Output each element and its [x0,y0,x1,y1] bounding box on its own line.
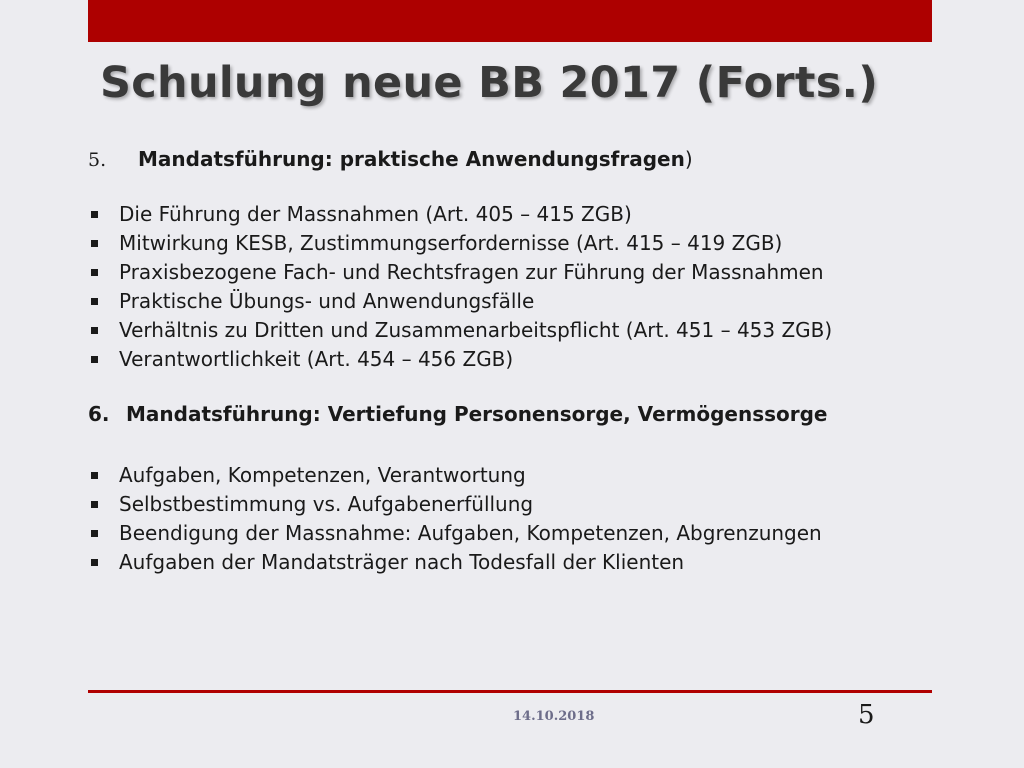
square-bullet-icon [91,327,98,334]
section-6-heading [88,400,988,428]
square-bullet-icon [91,298,98,305]
section-5-title: Mandatsführung: praktische Anwendungsfragen [138,147,685,171]
section-6-title: Mandatsführung: Vertiefung Personensorge, Vermögenssorge [126,402,828,426]
list-item: Praktische Übungs- und Anwendungsfälle [88,287,969,316]
footer-date: 14.10.2018 [513,709,595,724]
list-item: Mitwirkung KESB, Zustimmungserfordernisse (Art. 415 – 419 ZGB) [88,229,969,258]
list-item: Aufgaben, Kompetenzen, Verantwortung [88,461,969,490]
page-number: 5 [858,700,875,730]
top-accent-bar [88,0,932,42]
square-bullet-icon [91,559,98,566]
section-6-number: 6. [88,402,110,426]
section-5-heading [88,145,988,174]
slide-title: Schulung neue BB 2017 (Forts.) [100,58,879,108]
list-item: Die Führung der Massnahmen (Art. 405 – 415 ZGB) [88,200,969,229]
square-bullet-icon [91,269,98,276]
list-item: Verantwortlichkeit (Art. 454 – 456 ZGB) [88,345,969,374]
square-bullet-icon [91,240,98,247]
list-item: Beendigung der Massnahme: Aufgaben, Kompetenzen, Abgrenzungen [88,519,969,548]
list-item: Aufgaben der Mandatsträger nach Todesfall der Klienten [88,548,969,577]
square-bullet-icon [91,530,98,537]
footer-divider [88,690,932,693]
square-bullet-icon [91,356,98,363]
section-6-list [88,461,988,577]
square-bullet-icon [91,211,98,218]
section-5-title-suffix: ) [684,147,693,171]
square-bullet-icon [91,472,98,479]
section-5-number: 5. [88,149,107,171]
section-5-list [88,200,988,374]
list-item: Selbstbestimmung vs. Aufgabenerfüllung [88,490,969,519]
square-bullet-icon [91,501,98,508]
slide-content [88,145,988,577]
list-item: Verhältnis zu Dritten und Zusammenarbeitspflicht (Art. 451 – 453 ZGB) [88,316,969,345]
list-item: Praxisbezogene Fach- und Rechtsfragen zur Führung der Massnahmen [88,258,969,287]
